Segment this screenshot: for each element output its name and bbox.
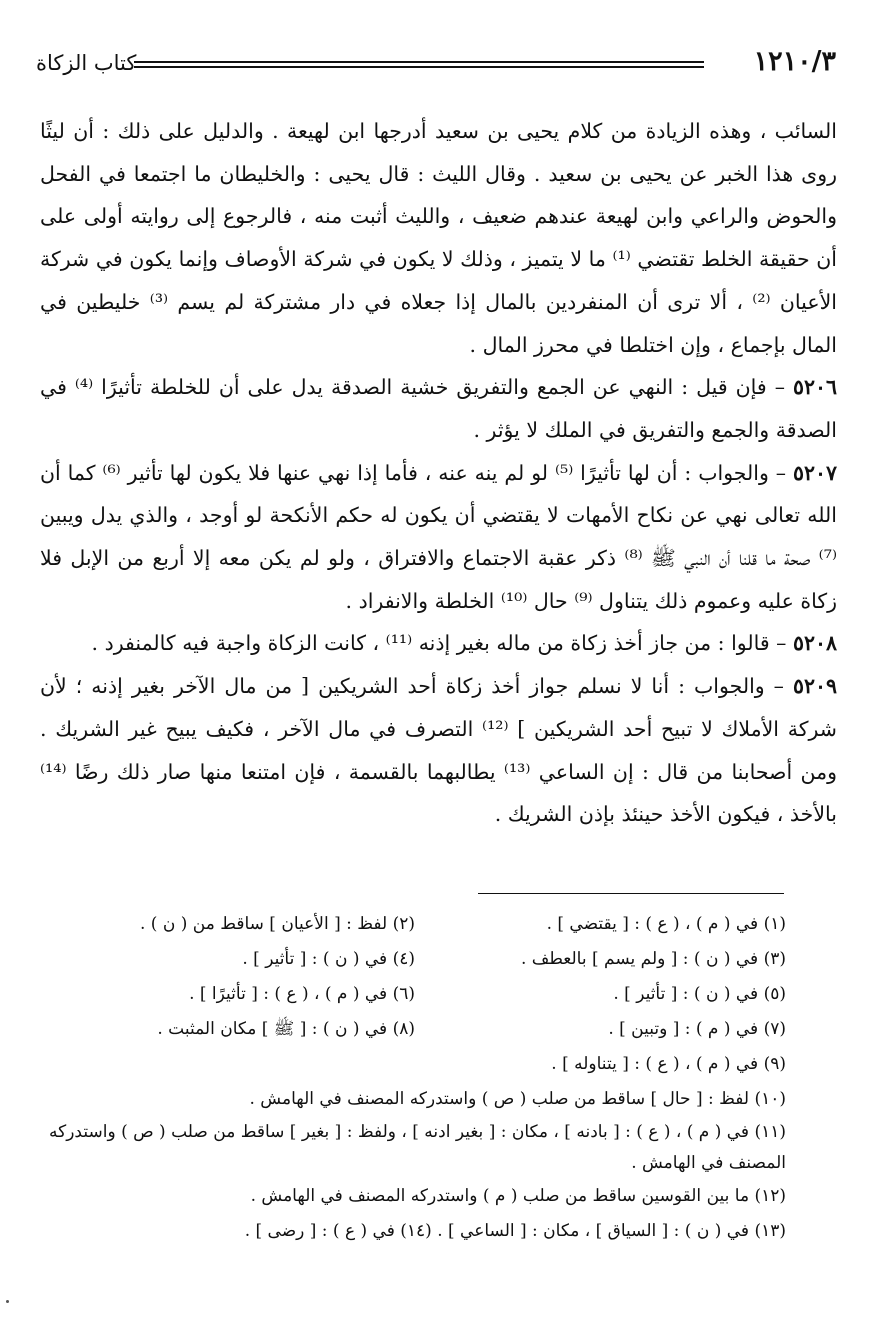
- paragraph-text: – والجواب : أن لها تأثيرًا ⁽⁵⁾ لو لم ينه عنه ، فأما إذا نهي عنها فلا يكون لها تأثير ⁽⁶⁾ كما أن الله تعالى نهي عن نكاح الأمهات لا يقتضي أن يكون له حكم الأنكحة لو أوجد ، والذي يدل ويبين ⁽⁷⁾ صحة ما قلنا أن النبي ﷺ ⁽⁸⁾ ذكر عقبة الاجتماع والافتراق ، ولو لم يكن معه إلا أربع من الإبل فلا زكاة عليه وعموم ذلك يتناول ⁽⁹⁾ حال ⁽¹⁰⁾ الخلطة والانفراد .: [40, 460, 837, 613]
- footnotes: [44, 907, 786, 1249]
- paragraph-number: ٥٢٠٧: [792, 460, 837, 485]
- footnote: (٨) في ( ن ) : [ ﷺ ] مكان المثبت .: [157, 1019, 415, 1039]
- paragraph: [40, 452, 837, 623]
- footnote: (٥) في ( ن ) : [ تأثير ] .: [613, 984, 786, 1004]
- footnote: (١) في ( م ) ، ( ع ) : [ يقتضي ] .: [546, 914, 786, 934]
- footnote: (١٠) لفظ : [ حال ] ساقط من صلب ( ص ) واستدركه المصنف في الهامش .: [249, 1089, 786, 1109]
- footnote: (١١) في ( م ) ، ( ع ) : [ بادنه ] ، مكان : [ بغير ادنه ] ، ولفظ : [ بغير ] ساقط من صلب ( ص ) واستدركه المصنف في الهامش .: [49, 1122, 786, 1173]
- footnote: (٦) في ( م ) ، ( ع ) : [ تأثيرًا ] .: [189, 984, 415, 1004]
- paragraph-number: ٥٢٠٦: [792, 375, 837, 400]
- paragraph-number: ٥٢٠٨: [792, 631, 837, 656]
- footnote: (١٣) في ( ن ) : [ السياق ] ، مكان : [ الساعي ] . (١٤) في ( ع ) : [ رضى ] .: [244, 1221, 786, 1241]
- footnote: (١٢) ما بين القوسين ساقط من صلب ( م ) واستدركه المصنف في الهامش .: [250, 1186, 786, 1206]
- footnote-row: [44, 1012, 786, 1047]
- paragraph-text: السائب ، وهذه الزيادة من كلام يحيى بن سعيد أدرجها ابن لهيعة . والدليل على ذلك : أن ليثًا روى هذا الخبر عن يحيى بن سعيد . وقال الليث : قال يحيى : والخليطان ما اجتمعا في الفحل والحوض والراعي وابن لهيعة عندهم ضعيف ، والليث أثبت منه ، فالرجوع إلى روايته أولى على أن حقيقة الخلط تقتضي ⁽¹⁾ ما لا يتميز ، وذلك لا يكون في شركة الأوصاف وإنما يكون في شركة الأعيان ⁽²⁾ ، ألا ترى أن المنفردين بالمال إذا جعلاه في دار مشتركة لم يسم ⁽³⁾ خليطين في المال بإجماع ، وإن اختلطا في محرز المال .: [40, 119, 837, 357]
- paragraph: [40, 366, 837, 451]
- footnote: (٢) لفظ : [ الأعيان ] ساقط من ( ن ) .: [139, 914, 415, 934]
- paragraph-text: – قالوا : من جاز أخذ زكاة من ماله بغير إذنه ⁽¹¹⁾ ، كانت الزكاة واجبة فيه كالمنفرد .: [91, 631, 793, 656]
- page-header: [36, 44, 836, 84]
- footnote-separator: [478, 893, 784, 894]
- paragraph: [40, 110, 837, 366]
- paragraph: [40, 622, 837, 665]
- footnote: (٤) في ( ن ) : [ تأثير ] .: [242, 949, 415, 969]
- footnote-row: [44, 942, 786, 977]
- footnote: (٣) في ( ن ) : [ ولم يسم ] بالعطف .: [520, 949, 786, 969]
- paragraph-number: ٥٢٠٩: [792, 674, 837, 699]
- footnote: (٧) في ( م ) : [ وتبين ] .: [608, 1019, 786, 1039]
- paragraph-text: – والجواب : أنا لا نسلم جواز أخذ زكاة أحد الشريكين [ من مال الآخر بغير إذنه ؛ لأن شركة الأملاك لا تبيح أحد الشريكين ] ⁽¹²⁾ التصرف في مال الآخر ، فكيف يبيح غير الشريك . ومن أصحابنا من قال : إن الساعي ⁽¹³⁾ يطالبهما بالقسمة ، فإن امتنعا منها صار ذلك رضًا ⁽¹⁴⁾ بالأخذ ، فيكون الأخذ حينئذ بإذن الشريك .: [40, 674, 837, 827]
- scan-speck: [6, 1300, 9, 1303]
- paragraph: [40, 665, 837, 836]
- paragraph-text: – فإن قيل : النهي عن الجمع والتفريق خشية الصدقة يدل على أن للخلطة تأثيرًا ⁽⁴⁾ في الصدقة والجمع والتفريق في الملك لا يؤثر .: [40, 375, 837, 442]
- footnote-row: [44, 977, 786, 1012]
- header-double-rule: [134, 61, 704, 68]
- footnote: (٩) في ( م ) ، ( ع ) : [ يتناوله ] .: [551, 1054, 786, 1074]
- page-number: ١٢١٠/٣: [753, 46, 836, 77]
- footnote-row: [44, 907, 786, 942]
- main-text: [40, 110, 837, 836]
- running-title: كتاب الزكاة: [36, 51, 137, 75]
